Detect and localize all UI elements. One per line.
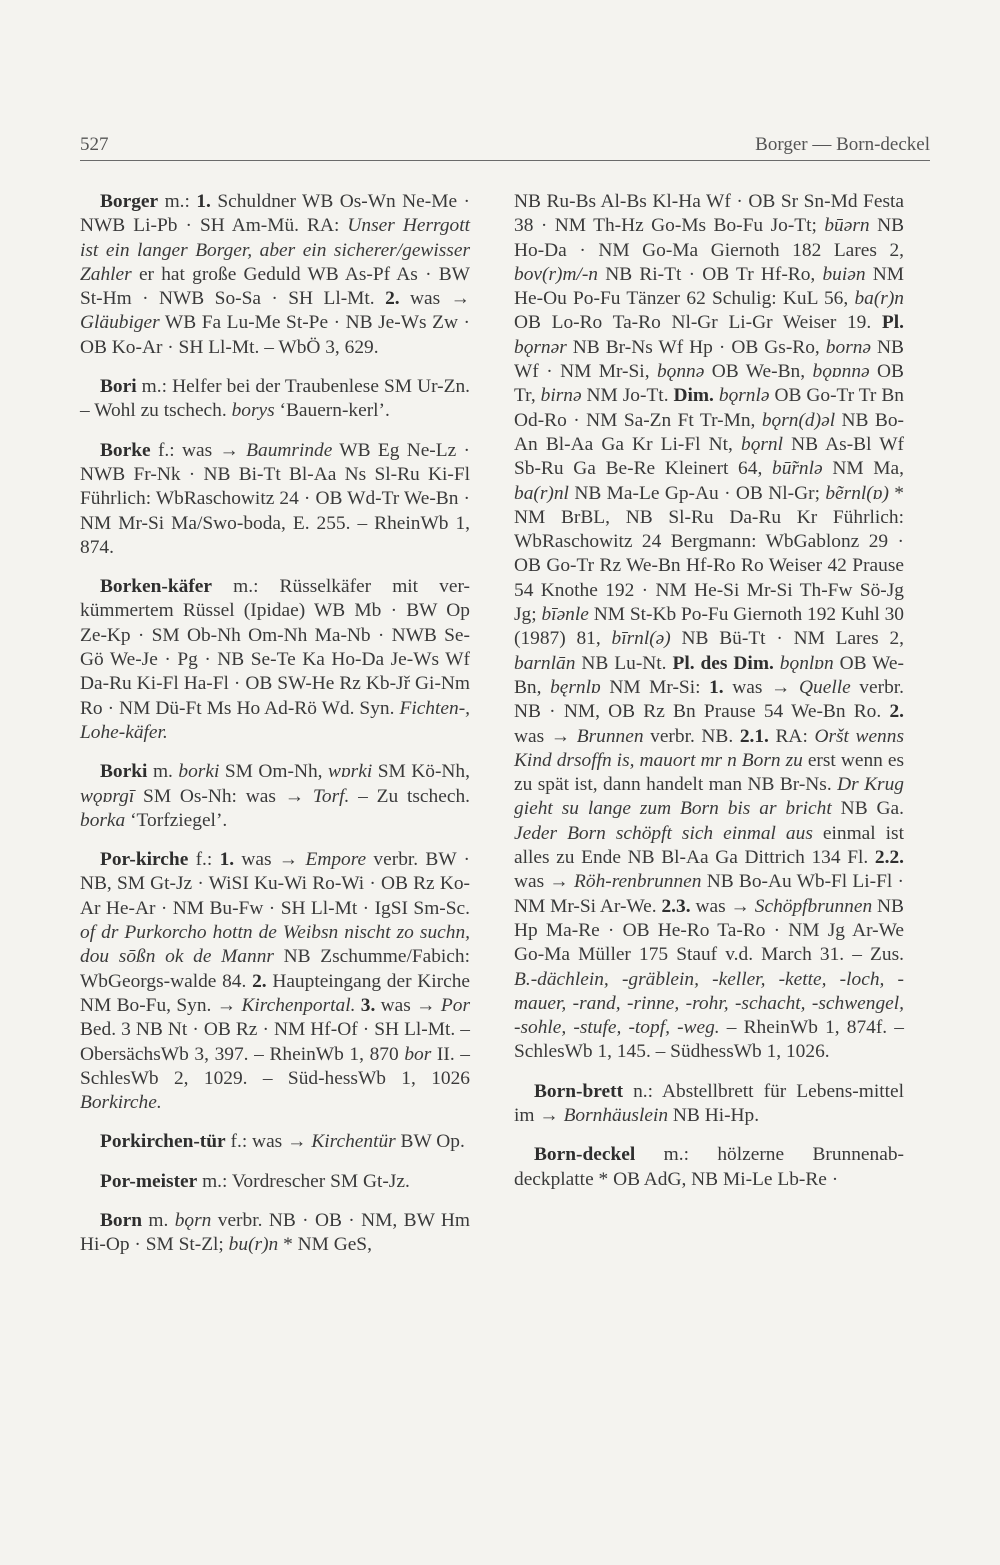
dictionary-entry-born-cont: NB Ru-Bs Al-Bs Kl-Ha Wf · OB Sr Sn-Md Festa 38 · NM Th-Hz Go-Ms Bo-Fu Jo-Tt; būərn NB Ho-Da · NM Go-Ma Giernoth 182 Lares 2, bov(r)m/-n NB Ri-Tt · OB Tr Hf-Ro, buiən NM He-Ou Po-Fu Tänzer 62 Schulig: KuL 56, ba(r)n OB Lo-Ro Ta-Ro Nl-Gr Li-Gr Weiser 19. Pl. bǫrnər NB Br-Ns Wf Hp · OB Gs-Ro, bornə NB Wf · NM Mr-Si, bǫnnə OB We-Bn, bǫɒnnə OB Tr, birnə NM Jo-Tt. Dim. bǫrnlə OB Go-Tr Tr Bn Od-Ro · NM Sa-Zn Ft Tr-Mn, bǫrn(d)əl NB Bo-An Bl-Aa Ga Kr Li-Fl Nt, bǫrnl NB As-Bl Wf Sb-Ru Ga Be-Re Kleinert 64, bū̃rnlə NM Ma, ba(r)nl NB Ma-Le Gp-Au · OB Nl-Gr; bẽrnl(ɒ) * NM BrBL, NB Sl-Ru Da-Ru Kr Führlich: WbRaschowitz 24 Bergmann: WbGablonz 29 · OB Go-Tr Rz We-Bn Hf-Ro Ro Weiser 42 Prause 54 Knothe 192 · NM He-Si Mr-Si Th-Fw Sö-Jg Jg; bīənle NM St-Kb Po-Fu Giernoth 192 Kuhl 30 (1987) 81, bīrnl(ə) NB Bü-Tt · NM Lares 2, barnlān NB Lu-Nt. Pl. des Dim. bǫnlɒn OB We-Bn, bęrnlɒ NM Mr-Si: 1. was → Quelle verbr. NB · NM, OB Rz Bn Prause 54 We-Bn Ro. 2. was → Brunnen verbr. NB. 2.1. RA: Oršt wenns Kind drsoffn is, mauort mr n Born zu erst wenn es zu spät ist, dann handelt man NB Br-Ns. Dr Krug gieht su lange zum Born bis ar bricht NB Ga. Jeder Born schöpft sich einmal aus einmal ist alles zu Ende NB Bl-Aa Ga Dittrich 134 Fl. 2.2. was → Röh-renbrunnen NB Bo-Au Wb-Fl Li-Fl · NM Mr-Si Ar-We. 2.3. was → Schöpfbrunnen NB Hp Ma-Re · OB He-Ro Ta-Ro · NM Jg Ar-We Go-Ma Müller 175 Stauf v.d. March 31. – Zus. B.-dächlein, -gräblein, -keller, -kette, -loch, -mauer, -rand, -rinne, -rohr, -schacht, -schwengel, -sohle, -stufe, -topf, -weg. – RheinWb 1, 874f. – SchlesWb 1, 145. – SüdhessWb 1, 1026. <box>514 191 905 1063</box>
dictionary-entry-borken-kaefer: Borken-käfer m.: Rüsselkäfer mit ver-kümmertem Rüssel (Ipidae) WB Mb · BW Op Ze-Kp · SM Ob-Nh Om-Nh Ma-Nb · NWB Se-Gö We-Je · Pg · NB Se-Te Ka Ho-Da Je-Ws Wf Da-Ru Ki-Fl Ha-Fl · OB SW-He Rz Kb-Jř Gi-Nm Ro · NM Dü-Ft Ms Ho Ad-Rö Wd. Syn. Fichten-, Lohe-käfer. <box>80 576 470 743</box>
dictionary-entry-born-brett: Born-brett n.: Abstellbrett für Lebens-mittel im → Bornhäuslein NB Hi-Hp. <box>514 1080 904 1126</box>
dictionary-entry-bori: Bori m.: Helfer bei der Traubenlese SM Ur-Zn. – Wohl zu tschech. borys ‘Bauern-kerl’. <box>80 376 470 422</box>
header-rule <box>80 160 930 161</box>
dictionary-entry-borke: Borke f.: was → Baumrinde WB Eg Ne-Lz · NWB Fr-Nk · NB Bi-Tt Bl-Aa Ns Sl-Ru Ki-Fl Führlich: WbRaschowitz 24 · OB Wd-Tr We-Bn · NM Mr-Si Ma/Swo-boda, E. 255. – RheinWb 1, 874. <box>80 439 470 558</box>
dictionary-entry-por-meister: Por-meister m.: Vordrescher SM Gt-Jz. <box>100 1170 410 1192</box>
page-number: 527 <box>80 134 109 155</box>
dictionary-entry-borki: Borki m. borki SM Om-Nh, wɒrki SM Kö-Nh, wǫɒrgī SM Os-Nh: was → Torf. – Zu tschech. borka ‘Torfziegel’. <box>80 761 470 831</box>
running-head: Borger — Born-deckel <box>755 134 930 155</box>
dictionary-entry-born: Born m. bǫrn verbr. NB · OB · NM, BW Hm Hi-Op · SM St-Zl; bu(r)n * NM GeS, <box>80 1209 470 1256</box>
left-column <box>80 190 470 1273</box>
dictionary-entry-borger: Borger m.: 1. Schuldner WB Os-Wn Ne-Me · NWB Li-Pb · SH Am-Mü. RA: Unser Herrgott ist ein langer Borger, aber ein sicherer/gewisser Zahler er hat große Geduld WB As-Pf As · BW St-Hm · NWB So-Sa · SH Ll-Mt. 2. was → Gläubiger WB Fa Lu-Me St-Pe · NB Je-Ws Zw · OB Ko-Ar · SH Ll-Mt. – WbÖ 3, 629. <box>80 191 470 358</box>
dictionary-entry-por-kirche: Por-kirche f.: 1. was → Empore verbr. BW · NB, SM Gt-Jz · WiSI Ku-Wi Ro-Wi · OB Rz Ko-Ar He-Ar · NM Bu-Fw · SH Ll-Mt · IgSI Sm-Sc. of dr Purkorcho hottn de Weibsn nischt zo suchn, dou sōßn ok de Mannr NB Zschumme/Fabich: WbGeorgs-walde 84. 2. Haupteingang der Kirche NM Bo-Fu, Syn. → Kirchenportal. 3. was → Por Bed. 3 NB Nt · OB Rz · NM Hf-Of · SH Ll-Mt. – ObersächsWb 3, 397. – RheinWb 1, 870 bor II. – SchlesWb 2, 1029. – Süd-hessWb 1, 1026 Borkirche. <box>80 849 471 1114</box>
dictionary-entry-porkirchen-tuer: Porkirchen-tür f.: was → Kirchentür BW Op. <box>100 1131 465 1153</box>
right-column <box>514 190 904 1207</box>
dictionary-entry-born-deckel: Born-deckel m.: hölzerne Brunnenab-deckplatte * OB AdG, NB Mi-Le Lb-Re · <box>514 1144 904 1190</box>
page-header <box>80 134 930 156</box>
